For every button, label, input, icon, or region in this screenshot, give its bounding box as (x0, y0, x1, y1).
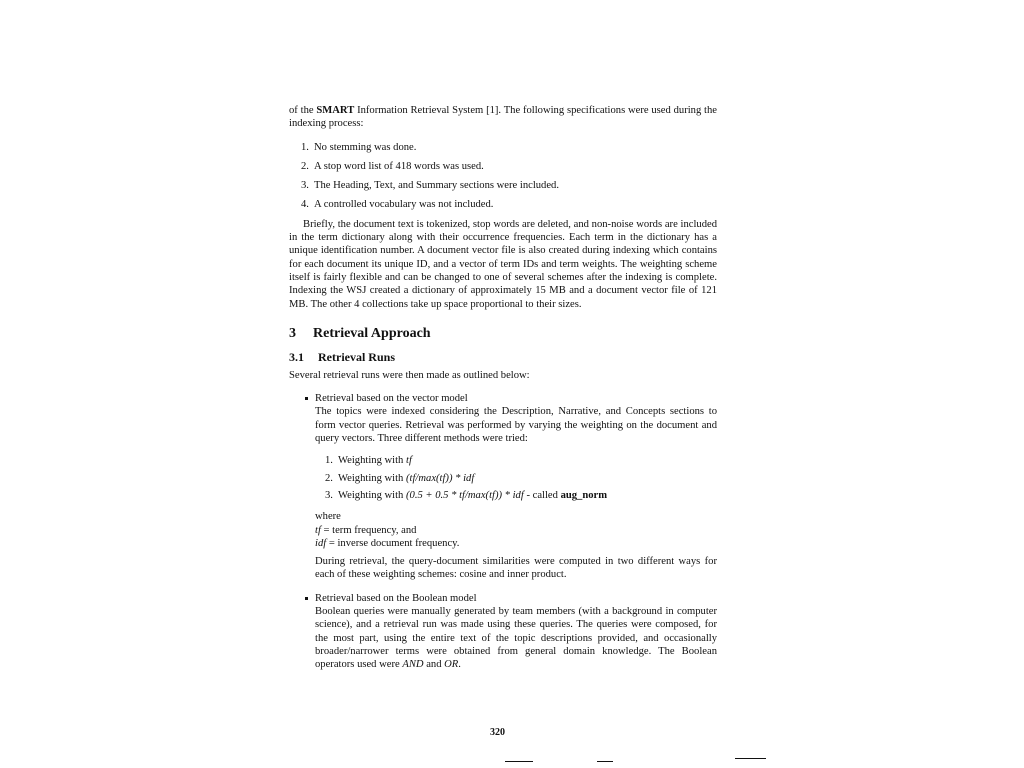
bullet-head: Retrieval based on the vector model (315, 393, 468, 405)
operator-or: OR (444, 659, 459, 671)
def-term: tf (315, 524, 321, 536)
method-item (325, 472, 717, 485)
def-tf (315, 524, 717, 537)
subsection-heading (289, 349, 717, 365)
spec-text: A stop word list of 418 words was used. (314, 160, 484, 172)
section-number: 3 (289, 325, 296, 341)
spec-text: The Heading, Text, and Summary sections were included. (314, 180, 560, 192)
spec-num: 4. (301, 199, 309, 211)
intro-paragraph (289, 104, 717, 131)
spec-num: 1. (301, 141, 309, 153)
spec-num: 3. (301, 180, 309, 192)
during-paragraph: During retrieval, the query-document similarities were computed in two different ways for each of these weighting schemes: cosine and inner product. (315, 556, 717, 581)
bullet-vector-model (315, 392, 717, 582)
runs-intro: Several retrieval runs were then made as outlined below: (289, 369, 530, 381)
method-formula: tf (406, 455, 412, 467)
intro-text-a: of the (289, 105, 317, 116)
boolean-text-end: . (458, 659, 461, 671)
def-text: = term frequency, and (320, 524, 417, 536)
scan-mark-line (597, 761, 613, 762)
bullet-icon (305, 597, 308, 600)
def-idf (315, 537, 717, 550)
method-num: 1. (325, 455, 333, 467)
def-term: idf (315, 537, 327, 549)
bullet-boolean-model (315, 592, 717, 672)
method-item (325, 454, 717, 467)
intro-text-b: Information Retrieval System [1]. The following specifications were used during the indexing process: (289, 105, 717, 130)
method-item (325, 489, 717, 502)
bullet-icon (305, 397, 308, 400)
spec-item (301, 160, 717, 173)
subsection-number: 3.1 (289, 349, 304, 364)
bullet-body (315, 605, 717, 671)
method-formula: (tf/max(tf)) * idf (406, 472, 475, 484)
method-num: 3. (325, 489, 333, 501)
page-number: 320 (490, 727, 505, 738)
where-label: where (315, 511, 341, 523)
method-lead: Weighting with (338, 489, 407, 501)
method-lead: Weighting with (338, 455, 407, 467)
section-title: Retrieval Approach (313, 325, 431, 341)
weighting-methods-list (315, 454, 717, 502)
method-formula: (0.5 + 0.5 * tf/max(tf)) * idf (406, 489, 524, 501)
method-num: 2. (325, 472, 333, 484)
section-heading (289, 325, 717, 343)
scan-mark-line (735, 758, 766, 759)
boolean-text: Boolean queries were manually generated by team members (with a background in computer science), and a retrieval run was made using these queries. The queries were composed, for the most part, using the entire text of the topic descriptions provided, and occasionally broader/narrower terms were obtained from general domain knowledge. The Boolean operators used were (315, 606, 717, 671)
indexing-spec-list (289, 141, 717, 212)
operator-and: AND (402, 659, 424, 671)
method-name: aug_norm (560, 489, 608, 501)
method-lead: Weighting with (338, 472, 407, 484)
spec-text: A controlled vocabulary was not included. (314, 199, 494, 211)
subsection-title: Retrieval Runs (318, 349, 395, 364)
spec-text: No stemming was done. (314, 141, 417, 153)
spec-item (301, 179, 717, 192)
bullet-body: The topics were indexed considering the Description, Narrative, and Concepts sections to form vector queries. Retrieval was performed by varying the weighting on the document and query vectors. Three different methods were tried: (315, 406, 717, 445)
scan-mark-line (505, 761, 533, 762)
spec-item (301, 141, 717, 154)
def-text: = inverse document frequency. (326, 537, 460, 549)
bullet-head: Retrieval based on the Boolean model (315, 592, 477, 604)
indexing-paragraph: Briefly, the document text is tokenized, stop words are deleted, and non-noise words are included in the term dictionary along with their occurrence frequencies. Each term in the dictionary has a unique identification number. A document vector file is also created during indexing which contains for each document its unique ID, and a vector of term IDs and term weights. The weighting scheme itself is fairly flexible and can be changed to one of several schemes after the indexing is complete. Indexing the WSJ created a dictionary of approximately 15 MB and a document vector file of 121 MB. The other 4 collections take up space proportional to their sizes. (289, 218, 717, 310)
boolean-text-mid: and (423, 659, 445, 671)
smart-name: SMART (316, 105, 355, 116)
spec-item (301, 198, 717, 211)
paper-page (289, 104, 717, 672)
spec-num: 2. (301, 160, 309, 172)
method-tail: - called (523, 489, 561, 501)
